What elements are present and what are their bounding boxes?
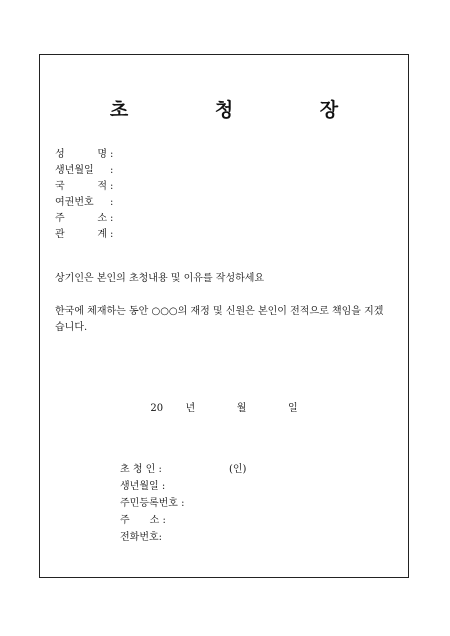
- inviter-phone-row: 전화번호:: [120, 532, 163, 543]
- seal-mark: (인): [229, 464, 247, 475]
- document-frame: [39, 54, 409, 578]
- field-label-right: 계: [97, 229, 107, 240]
- field-colon: :: [110, 213, 114, 224]
- field-label-left: 국: [55, 181, 65, 192]
- date-year: 20: [150, 403, 164, 414]
- field-label-left: 여권번호: [55, 197, 94, 208]
- field-label-right: 명: [97, 149, 107, 160]
- field-label-left: 생년월일: [55, 165, 94, 176]
- date-month-unit: 월: [236, 403, 247, 414]
- field-name: [55, 147, 113, 163]
- field-colon: :: [110, 197, 114, 208]
- invitation-reason-paragraph: 상기인은 본인의 초청내용 및 이유를 작성하세요: [55, 273, 265, 284]
- field-colon: :: [110, 229, 114, 240]
- field-label-left: 관: [55, 229, 65, 240]
- field-label-right: 적: [97, 181, 107, 192]
- field-birthdate: [55, 163, 113, 179]
- date-year-unit: 년: [185, 403, 196, 414]
- field-nationality: [55, 179, 113, 195]
- inviter-birthdate-row: 생년월일 :: [120, 481, 166, 492]
- field-colon: :: [110, 181, 114, 192]
- field-label-left: 성: [55, 149, 65, 160]
- field-colon: :: [110, 149, 114, 160]
- inviter-resident-number-row: 주민등록번호 :: [120, 498, 185, 509]
- guarantee-paragraph: 한국에 체재하는 동안 ○○○의 재정 및 신원은 본인이 전적으로 책임을 지겠습니다.: [55, 306, 384, 333]
- date-line: [40, 399, 408, 414]
- field-label-right: 소: [97, 213, 107, 224]
- field-passport: [55, 195, 113, 211]
- field-label-left: 주: [55, 213, 65, 224]
- document-title: 초 청 장: [109, 99, 379, 121]
- field-address: [55, 211, 113, 227]
- inviter-address-row: 주 소 :: [120, 515, 166, 526]
- field-relationship: [55, 227, 113, 243]
- field-colon: :: [110, 165, 114, 176]
- inviter-block: [120, 461, 185, 546]
- date-day-unit: 일: [287, 403, 298, 414]
- invitee-fields: [55, 147, 113, 243]
- inviter-name-row: 초 청 인 :: [120, 464, 162, 475]
